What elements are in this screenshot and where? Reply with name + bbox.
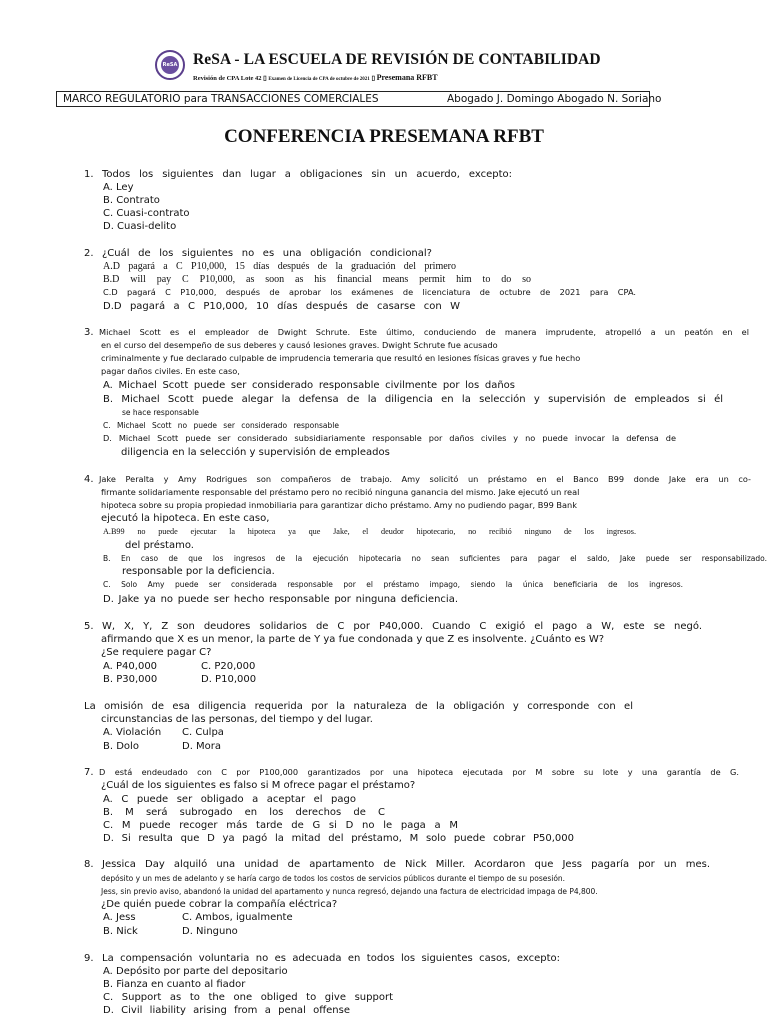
option-d: D.D pagará a C P10,000, 10 días después de casarse con W [103,301,460,312]
lecturers: Abogado J. Domingo Abogado N. Soriano [447,93,662,105]
option-c: C. Cuasi-contrato [103,208,190,219]
question-stem-line: La omisión de esa diligencia requerida por la naturaleza de la obligación y corresponde con el [84,701,633,712]
option-d: D. Jake ya no puede ser hecho responsable por ninguna deficiencia. [103,594,458,605]
question-stem-line: criminalmente y fue declarado culpable de imprudencia temeraria que resultó en lesiones físicas graves y fue hecho [101,353,581,363]
option-a: A. Violación [103,727,162,738]
question-number: 2. [84,248,94,259]
option-a: A.B99 no puede ejecutar la hipoteca ya que Jake, el deudor hipotecario, no recibió ninguno de los ingresos. [103,527,636,536]
option-b: B. P30,000 [103,674,158,685]
question-stem-line: D está endeudado con C por P100,000 garantizados por una hipoteca ejecutada por M sobre su lote y una garantía de G. [99,767,739,777]
option-d: D. P10,000 [201,674,257,685]
question-stem-line: circunstancias de las personas, del tiempo y del lugar. [101,714,373,725]
option-b: B. Dolo [103,741,139,752]
question-number: 5. [84,621,94,632]
option-d: D. Civil liability arising from a penal offense [103,1005,350,1016]
option-d-continued: diligencia en la selección y supervisión de empleados [121,447,390,458]
question-stem: ¿Cuál de los siguientes no es una obligación condicional? [102,248,432,259]
question-stem-line: ¿De quién puede cobrar la compañía eléctrica? [101,899,338,910]
topic-bar [56,91,662,107]
option-a: A.D pagará a C P10,000, 15 días después de la graduación del primero [103,261,456,272]
option-c: C. Culpa [182,727,224,738]
document-header [155,49,715,89]
option-b: B. M será subrogado en los derechos de C [103,807,385,818]
option-a: A. Jess [103,912,136,923]
question-stem-line: afirmando que X es un menor, la parte de Y ya fue condonada y que Z es insolvente. ¿Cuánto es W? [101,634,605,645]
question-stem: Todos los siguientes dan lugar a obligaciones sin un acuerdo, excepto: [102,169,512,180]
option-a: A. C puede ser obligado a aceptar el pago [103,794,356,805]
question-stem-line: Jessica Day alquiló una unidad de apartamento de Nick Miller. Acordaron que Jess pagaría por un mes. [102,859,710,870]
option-a: A. Ley [103,182,134,193]
option-a: A. P40,000 [103,661,158,672]
topic-title: MARCO REGULATORIO para TRANSACCIONES COMERCIALES [63,93,379,105]
question-stem-line: La compensación voluntaria no es adecuada en todos los siguientes casos, excepto: [102,953,560,964]
option-a: A. Depósito por parte del depositario [103,966,288,977]
option-d: D. Si resulta que D ya pagó la mitad del préstamo, M solo puede cobrar P50,000 [103,833,574,844]
question-stem-line: depósito y un mes de adelanto y se haría cargo de todos los costos de servicios públicos durante el tiempo de su posesión. [101,874,566,883]
option-c: C. P20,000 [201,661,256,672]
question-stem-line: hipoteca sobre su propia propiedad inmobiliaria para garantizar dicho préstamo. Amy no pudiendo pagar, B99 Bank [101,500,577,510]
school-seal-logo [155,50,185,80]
option-b-continued: se hace responsable [122,408,199,417]
option-d: D. Michael Scott puede ser considerado subsidiariamente responsable por daños civiles y no puede invocar la defensa de [103,433,676,443]
question-stem-line: en el curso del desempeño de sus deberes y causó lesiones graves. Dwight Schrute fue acusado [101,340,498,350]
logo-text: ReSA [162,62,178,68]
school-subtitle: Revisión de CPA Lote 42 ▯ Examen de Licencia de CPA de octubre de 2021 ▯ Presemana RFBT [193,73,438,82]
option-c: C. Support as to the one obliged to give support [103,992,393,1003]
question-number: 1. [84,169,94,180]
subtitle-week: Presemana RFBT [376,73,438,82]
option-c: C. Michael Scott no puede ser considerado responsable [103,421,339,430]
question-stem-line: W, X, Y, Z son deudores solidarios de C por P40,000. Cuando C exigió el pago a W, este se negó. [102,621,702,632]
question-stem-line: Michael Scott es el empleador de Dwight Schrute. Este último, conduciendo de manera imprudente, atropelló a un peatón en el [99,327,749,337]
question-stem-line: ¿Se requiere pagar C? [101,647,212,658]
option-b: B.D will pay C P10,000, as soon as his financial means permit him to do so [103,274,531,285]
question-number: 7. [84,767,94,778]
question-stem-line: Jess, sin previo aviso, abandonó la unidad del apartamento y nunca regresó, dejando una factura de electricidad impaga de P4,800. [101,887,598,896]
option-b-continued: responsable por la deficiencia. [122,566,275,577]
question-number: 3. [84,327,94,338]
question-number: 8. [84,859,94,870]
page-title: CONFERENCIA PRESEMANA RFBT [224,126,544,147]
option-d: D. Mora [182,741,222,752]
option-b: B. En caso de que los ingresos de la ejecución hipotecaria no sean suficientes para pagar el saldo, Jake puede ser responsabilizado. [103,554,767,563]
option-c: C. Solo Amy puede ser considerada responsable por el préstamo impago, siendo la única beneficiaria de los ingresos. [103,580,683,589]
option-d: D. Cuasi-delito [103,221,177,232]
question-stem-line: firmante solidariamente responsable del préstamo pero no recibió ninguna ganancia del mismo. Jake ejecutó un real [101,487,580,497]
option-d: D. Ninguno [182,926,238,937]
school-name: ReSA - LA ESCUELA DE REVISIÓN DE CONTABILIDAD [193,51,601,68]
question-number: 4. [84,474,94,485]
option-b: B. Contrato [103,195,160,206]
question-stem-line: ejecutó la hipoteca. En este caso, [101,513,270,524]
question-stem-line: pagar daños civiles. En este caso, [101,366,240,376]
option-b: B. Fianza en cuanto al fiador [103,979,246,990]
option-c: C.D pagará C P10,000, después de aprobar los exámenes de licenciatura de octubre de 2021 para CPA. [103,287,636,297]
option-b: B. Michael Scott puede alegar la defensa de la diligencia en la selección y supervisión de empleados si él [103,394,723,405]
option-c: C. Ambos, igualmente [182,912,293,923]
question-stem-line: ¿Cuál de los siguientes es falso si M ofrece pagar el préstamo? [101,780,416,791]
subtitle-exam: Examen de Licencia de CPA de octubre de 2021 [268,77,370,82]
question-stem-line: Jake Peralta y Amy Rodrigues son compañeros de trabajo. Amy solicitó un préstamo en el Banco B99 donde Jake era un co- [99,474,751,484]
option-a-continued: del préstamo. [125,540,194,551]
option-c: C. M puede recoger más tarde de G si D no le paga a M [103,820,458,831]
question-number: 9. [84,953,94,964]
option-a: A. Michael Scott puede ser considerado responsable civilmente por los daños [103,380,515,391]
subtitle-batch: Revisión de CPA Lote 42 [193,75,262,82]
option-b: B. Nick [103,926,138,937]
